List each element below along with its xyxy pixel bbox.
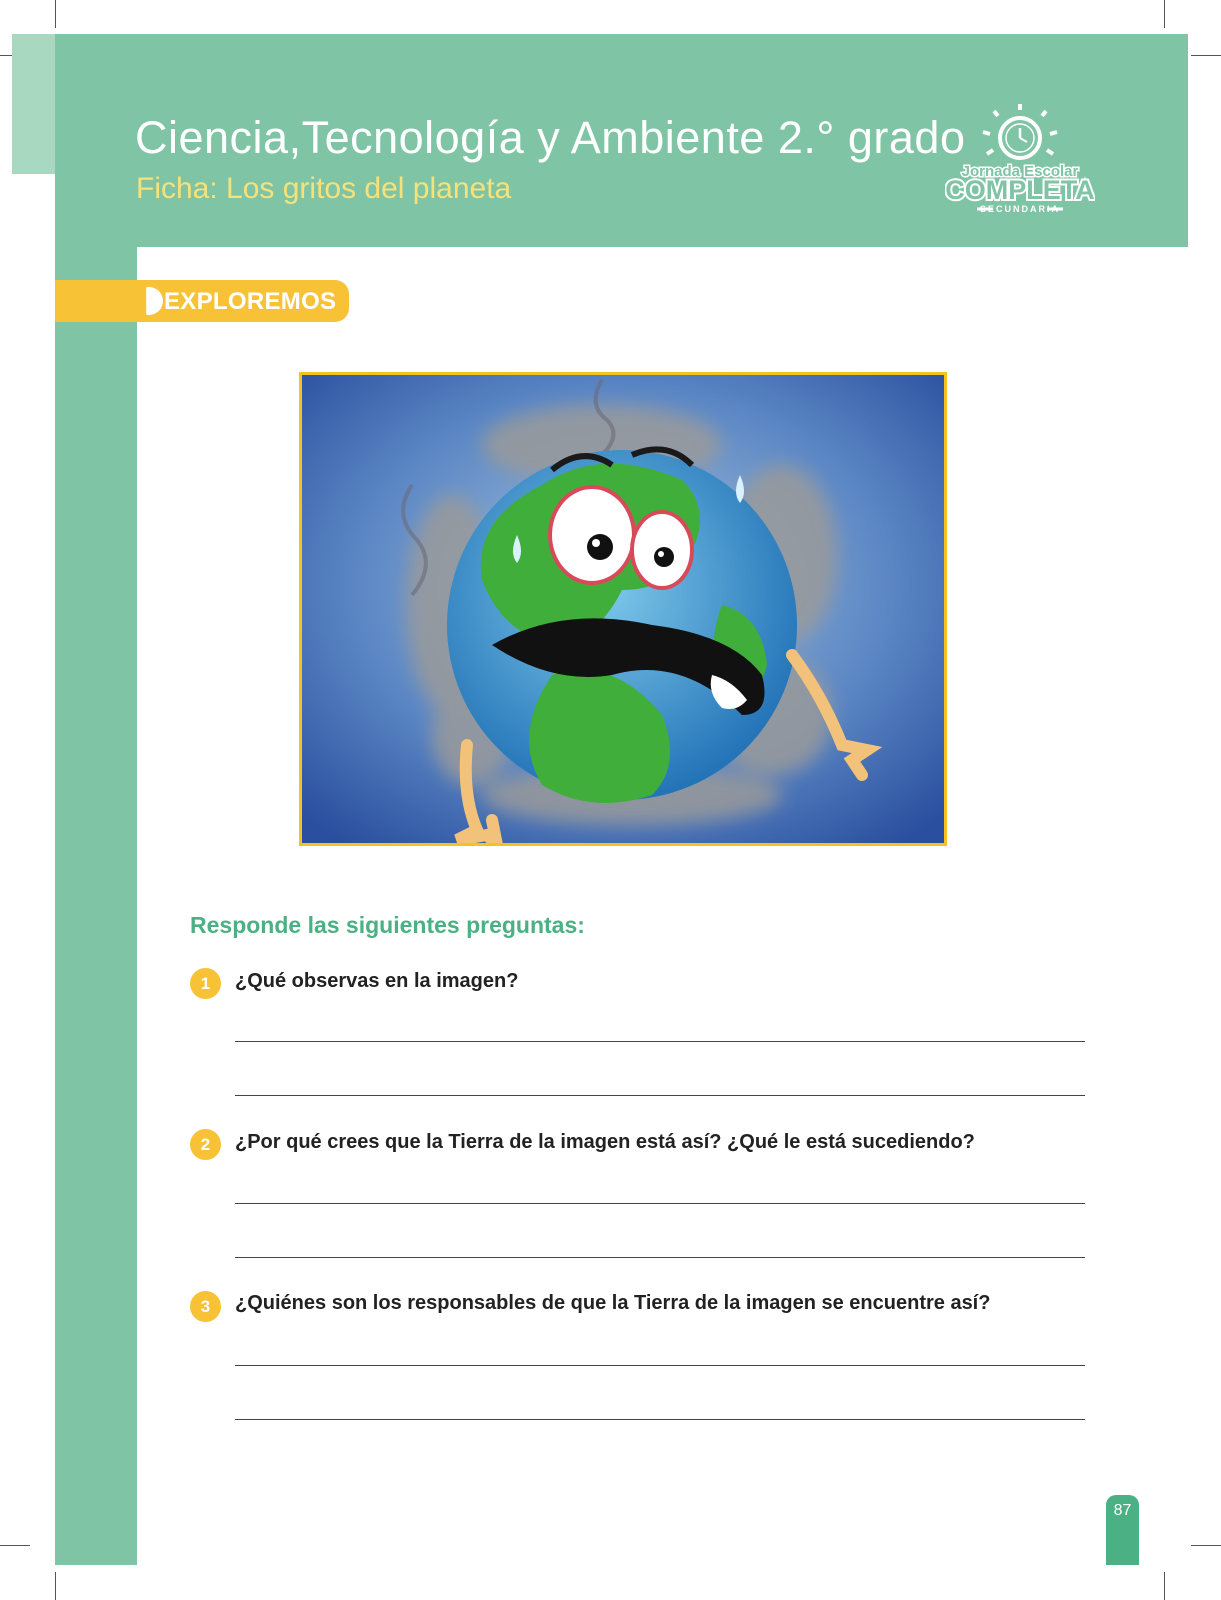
page-title: Ciencia,Tecnología y Ambiente 2.° grado	[135, 112, 966, 163]
crying-earth-illustration	[299, 372, 947, 846]
crop-mark	[55, 0, 56, 28]
logo-line1: Jornada Escolar	[961, 163, 1079, 180]
question-number-badge: 2	[190, 1129, 221, 1160]
answer-line[interactable]	[235, 1419, 1085, 1420]
crop-mark	[55, 1572, 56, 1600]
crop-mark	[1191, 55, 1221, 56]
crop-mark	[1164, 0, 1165, 28]
page-subtitle: Ficha: Los gritos del planeta	[136, 172, 512, 205]
sun-clock-icon	[983, 104, 1057, 158]
crop-mark	[1164, 1572, 1165, 1600]
crop-mark	[0, 1545, 30, 1546]
page-number: 87	[1113, 1502, 1132, 1519]
question-text: ¿Por qué crees que la Tierra de la imagen está así? ¿Qué le está sucediendo?	[235, 1131, 975, 1153]
question-number-badge: 1	[190, 968, 221, 999]
answer-line[interactable]	[235, 1203, 1085, 1204]
answer-line[interactable]	[235, 1257, 1085, 1258]
question-number-badge: 3	[190, 1291, 221, 1322]
instructions-heading: Responde las siguientes preguntas:	[190, 912, 585, 938]
question-text: ¿Quiénes son los responsables de que la Tierra de la imagen se encuentre así?	[235, 1292, 991, 1314]
answer-line[interactable]	[235, 1041, 1085, 1042]
left-margin-band	[55, 247, 137, 1565]
question-text: ¿Qué observas en la imagen?	[235, 970, 519, 992]
logo-line2: COMPLETA	[945, 175, 1095, 205]
header-side-tab	[12, 34, 55, 174]
jornada-escolar-logo	[945, 104, 1095, 224]
crying-earth-icon	[302, 375, 944, 843]
crop-mark	[1191, 1545, 1221, 1546]
section-label: EXPLOREMOS	[164, 288, 337, 315]
logo-line3: SECUNDARIA	[979, 204, 1061, 214]
answer-line[interactable]	[235, 1365, 1085, 1366]
answer-line[interactable]	[235, 1095, 1085, 1096]
